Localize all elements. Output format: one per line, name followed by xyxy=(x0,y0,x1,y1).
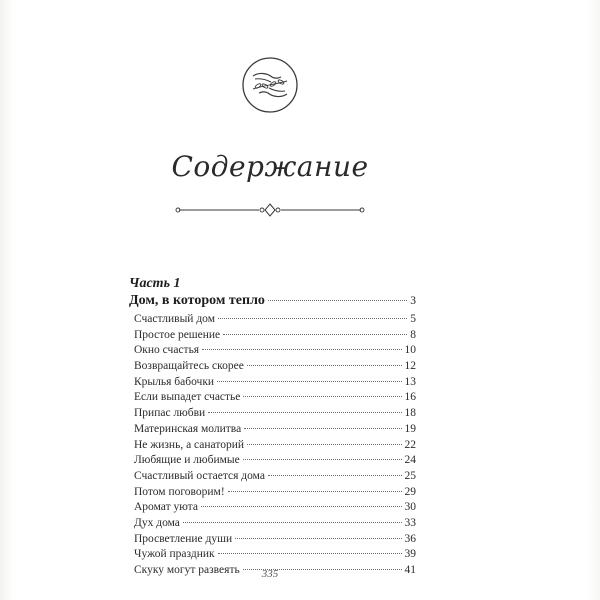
page-number: 335 xyxy=(261,568,279,580)
toc-list xyxy=(134,313,416,580)
toc-entry[interactable] xyxy=(134,517,416,533)
entry-title: Любящие и любимые xyxy=(134,454,240,467)
dot-leader xyxy=(268,475,402,476)
dot-leader xyxy=(208,412,401,413)
toc-entry[interactable] xyxy=(134,486,416,502)
toc-entry[interactable] xyxy=(134,439,416,455)
entry-page-number: 33 xyxy=(404,516,416,529)
entry-page-number: 30 xyxy=(404,501,416,514)
toc-entry[interactable] xyxy=(134,533,416,549)
toc-entry[interactable] xyxy=(134,470,416,486)
dot-leader xyxy=(218,553,402,554)
dot-leader xyxy=(235,538,401,539)
entry-page-number: 8 xyxy=(410,328,416,341)
entry-page-number: 18 xyxy=(404,407,416,420)
entry-title: Дух дома xyxy=(134,516,180,529)
dot-leader xyxy=(218,318,407,319)
toc-entry[interactable] xyxy=(134,423,416,439)
dot-leader xyxy=(228,491,402,492)
entry-page-number: 12 xyxy=(404,360,416,373)
entry-page-number: 24 xyxy=(404,454,416,467)
entry-page-number: 13 xyxy=(404,375,416,388)
entry-page-number: 25 xyxy=(404,469,416,482)
dot-leader xyxy=(247,365,402,366)
entry-page-number: 36 xyxy=(404,532,416,545)
entry-page-number: 39 xyxy=(404,548,416,561)
part-heading: Часть 1 xyxy=(129,276,181,291)
entry-page-number: 29 xyxy=(404,485,416,498)
entry-title: Крылья бабочки xyxy=(134,375,215,388)
toc-section-heading[interactable] xyxy=(129,293,416,309)
toc-entry[interactable] xyxy=(134,407,416,423)
entry-title: Материнская молитва xyxy=(134,422,242,435)
section-title: Дом, в котором тепло xyxy=(129,293,265,308)
entry-title: Не жизнь, а санаторий xyxy=(134,438,245,451)
dot-leader xyxy=(243,459,402,460)
entry-title: Чужой праздник xyxy=(134,548,215,561)
entry-title: Аромат уюта xyxy=(134,501,198,514)
hands-branch-emblem-icon xyxy=(241,56,299,114)
dot-leader xyxy=(268,300,407,301)
dot-leader xyxy=(201,506,402,507)
dot-leader xyxy=(247,444,401,445)
toc-entry[interactable] xyxy=(134,313,416,329)
toc-entry[interactable] xyxy=(134,548,416,564)
toc-entry[interactable] xyxy=(134,376,416,392)
page-title: Содержание xyxy=(171,150,369,183)
entry-page-number: 5 xyxy=(410,313,416,325)
entry-title: Возвращайтесь скорее xyxy=(134,360,244,373)
entry-title: Просветление души xyxy=(134,532,233,545)
dot-leader xyxy=(244,428,401,429)
entry-title: Скуку могут развеять xyxy=(134,564,240,576)
toc-entry[interactable] xyxy=(134,360,416,376)
toc-entry[interactable] xyxy=(134,391,416,407)
toc-entry[interactable] xyxy=(134,454,416,470)
toc-entry[interactable] xyxy=(134,501,416,517)
entry-title: Если выпадет счастье xyxy=(134,391,241,404)
ornamental-divider-icon xyxy=(175,202,365,218)
entry-page-number: 10 xyxy=(404,344,416,357)
entry-page-number: 19 xyxy=(404,422,416,435)
toc-entry[interactable] xyxy=(134,344,416,360)
entry-title: Припас любви xyxy=(134,407,206,420)
section-page-number: 3 xyxy=(410,295,416,307)
entry-title: Окно счастья xyxy=(134,344,200,357)
dot-leader xyxy=(223,334,407,335)
entry-title: Счастливый дом xyxy=(134,313,215,325)
dot-leader xyxy=(202,349,401,350)
dot-leader xyxy=(183,522,402,523)
entry-title: Простое решение xyxy=(134,328,221,341)
dot-leader xyxy=(243,396,401,397)
entry-title: Счастливый остается дома xyxy=(134,469,265,482)
entry-page-number: 16 xyxy=(404,391,416,404)
toc-entry[interactable] xyxy=(134,329,416,345)
entry-title: Потом поговорим! xyxy=(134,485,225,498)
dot-leader xyxy=(217,381,401,382)
entry-page-number: 41 xyxy=(404,564,416,576)
entry-page-number: 22 xyxy=(404,438,416,451)
